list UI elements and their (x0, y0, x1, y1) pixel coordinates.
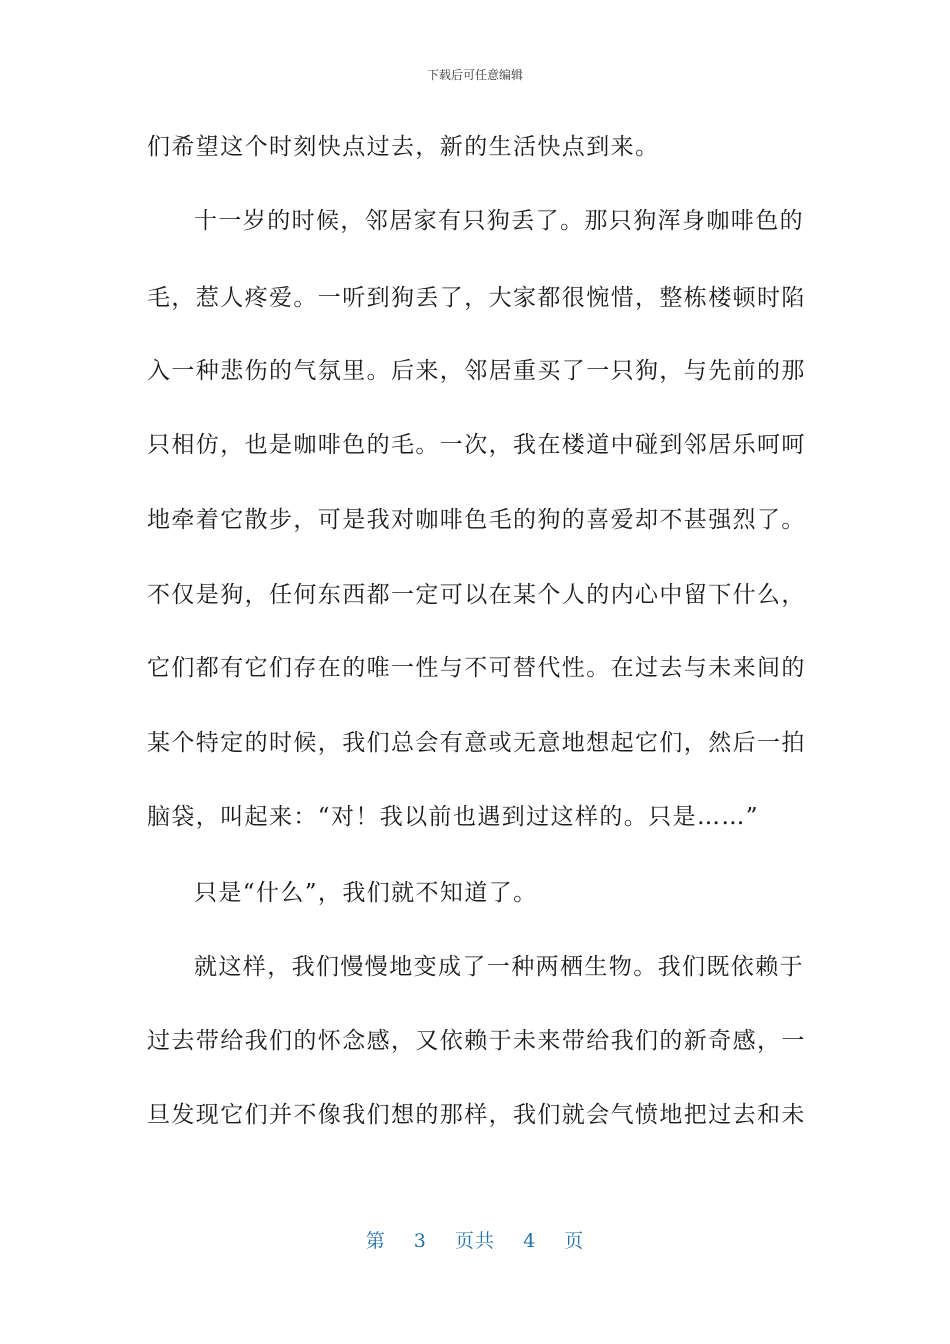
footer-middle: 页共 (454, 1230, 495, 1252)
page-footer (0, 1226, 950, 1253)
current-page-number: 3 (413, 1230, 427, 1252)
header-note: 下载后可任意编辑 (426, 68, 523, 82)
paragraph-first-line: 十一岁的时候，邻居家有只狗丢了。那只狗浑身咖啡色的 (194, 208, 804, 234)
text-line: 不仅是狗，任何东西都一定可以在某个人的内心中留下什么， (147, 582, 806, 608)
text-line: 脑袋，叫起来：“对！我以前也遇到过这样的。只是……” (147, 804, 759, 830)
text-line: 只相仿，也是咖啡色的毛。一次，我在楼道中碰到邻居乐呵呵 (147, 432, 806, 458)
text-line: 们希望这个时刻快点过去，新的生活快点到来。 (147, 134, 660, 160)
text-line: 入一种悲伤的气氛里。后来，邻居重买了一只狗，与先前的那 (147, 358, 806, 384)
text-line: 过去带给我们的怀念感，又依赖于未来带给我们的新奇感，一 (147, 1028, 806, 1054)
paragraph-first-line: 只是“什么”，我们就不知道了。 (194, 880, 538, 906)
text-line: 它们都有它们存在的唯一性与不可替代性。在过去与未来间的 (147, 655, 806, 681)
footer-suffix: 页 (564, 1230, 585, 1252)
footer-prefix: 第 (365, 1230, 386, 1252)
text-line: 地牵着它散步，可是我对咖啡色毛的狗的喜爱却不甚强烈了。 (147, 507, 806, 533)
total-pages-number: 4 (523, 1230, 537, 1252)
paragraph-first-line: 就这样，我们慢慢地变成了一种两栖生物。我们既依赖于 (194, 954, 804, 980)
text-line: 旦发现它们并不像我们想的那样，我们就会气愤地把过去和未 (147, 1102, 806, 1128)
text-line: 毛，惹人疼爱。一听到狗丢了，大家都很惋惜，整栋楼顿时陷 (147, 285, 806, 311)
text-line: 某个特定的时候，我们总会有意或无意地想起它们，然后一拍 (147, 730, 806, 756)
